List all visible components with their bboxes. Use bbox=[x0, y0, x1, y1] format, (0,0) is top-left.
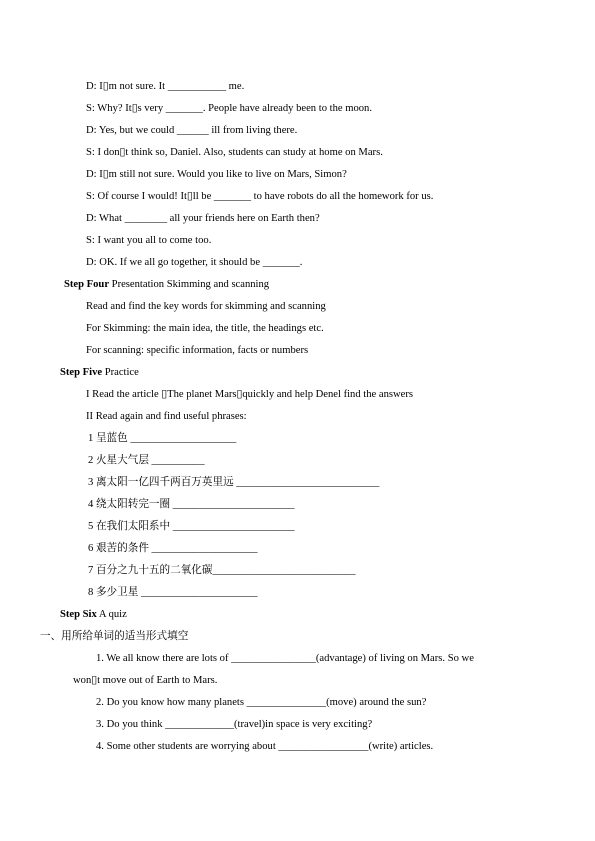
phrase-item: 2 火星大气层 __________ bbox=[88, 455, 205, 466]
step-five-heading bbox=[60, 366, 139, 379]
phrase-item: 8 多少卫星 ______________________ bbox=[88, 587, 258, 598]
step-five-line: I Read the article ▯The planet Mars▯quickly and help Denel find the answers bbox=[86, 389, 414, 400]
dialogue-line: D: Yes, but we could ______ ill from living there. bbox=[86, 125, 298, 136]
step-five-line: II Read again and find useful phrases: bbox=[86, 411, 247, 422]
phrase-item: 7 百分之九十五的二氧化碳___________________________ bbox=[88, 565, 356, 576]
step-four-line: For Skimming: the main idea, the title, the headings etc. bbox=[86, 323, 324, 334]
dialogue-line: D: I▯m still not sure. Would you like to live on Mars, Simon? bbox=[86, 169, 347, 180]
dialogue-line: S: I don▯t think so, Daniel. Also, students can study at home on Mars. bbox=[86, 147, 383, 158]
step-five-label: Step Five bbox=[60, 367, 103, 378]
dialogue-line: D: OK. If we all go together, it should be _______. bbox=[86, 257, 303, 268]
phrase-item: 5 在我们太阳系中 _______________________ bbox=[88, 521, 295, 532]
phrase-item: 6 艰苦的条件 ____________________ bbox=[88, 543, 258, 554]
step-four-line: For scanning: specific information, facts or numbers bbox=[86, 345, 309, 356]
phrase-item: 4 绕太阳转完一圈 _______________________ bbox=[88, 499, 295, 510]
phrase-item: 3 离太阳一亿四千两百万英里远 ___________________________ bbox=[88, 477, 380, 488]
quiz-question: 1. We all know there are lots of ________________(advantage) of living on Mars. So we bbox=[96, 653, 474, 664]
step-five-title: Practice bbox=[102, 367, 139, 378]
step-six-title: A quiz bbox=[96, 609, 127, 620]
quiz-heading: 一、用所给单词的适当形式填空 bbox=[40, 631, 189, 642]
step-four-label: Step Four bbox=[64, 279, 110, 290]
step-six-label: Step Six bbox=[60, 609, 97, 620]
step-six-heading bbox=[60, 608, 127, 621]
dialogue-line: S: I want you all to come too. bbox=[86, 235, 212, 246]
phrase-item: 1 呈蓝色 ____________________ bbox=[88, 433, 237, 444]
dialogue-line: D: What ________ all your friends here on Earth then? bbox=[86, 213, 320, 224]
quiz-question: 4. Some other students are worrying about _________________(write) articles. bbox=[96, 741, 434, 752]
step-four-line: Read and find the key words for skimming and scanning bbox=[86, 301, 326, 312]
quiz-question: 2. Do you know how many planets _______________(move) around the sun? bbox=[96, 697, 427, 708]
quiz-question: 3. Do you think _____________(travel)in space is very exciting? bbox=[96, 719, 373, 730]
dialogue-line: S: Of course I would! It▯ll be _______ to have robots do all the homework for us. bbox=[86, 191, 434, 202]
dialogue-line: S: Why? It▯s very _______. People have already been to the moon. bbox=[86, 103, 373, 114]
step-four-heading bbox=[64, 278, 269, 291]
step-four-title: Presentation Skimming and scanning bbox=[109, 279, 270, 290]
dialogue-line: D: I▯m not sure. It ___________ me. bbox=[86, 81, 245, 92]
quiz-question-continuation: won▯t move out of Earth to Mars. bbox=[73, 675, 218, 686]
